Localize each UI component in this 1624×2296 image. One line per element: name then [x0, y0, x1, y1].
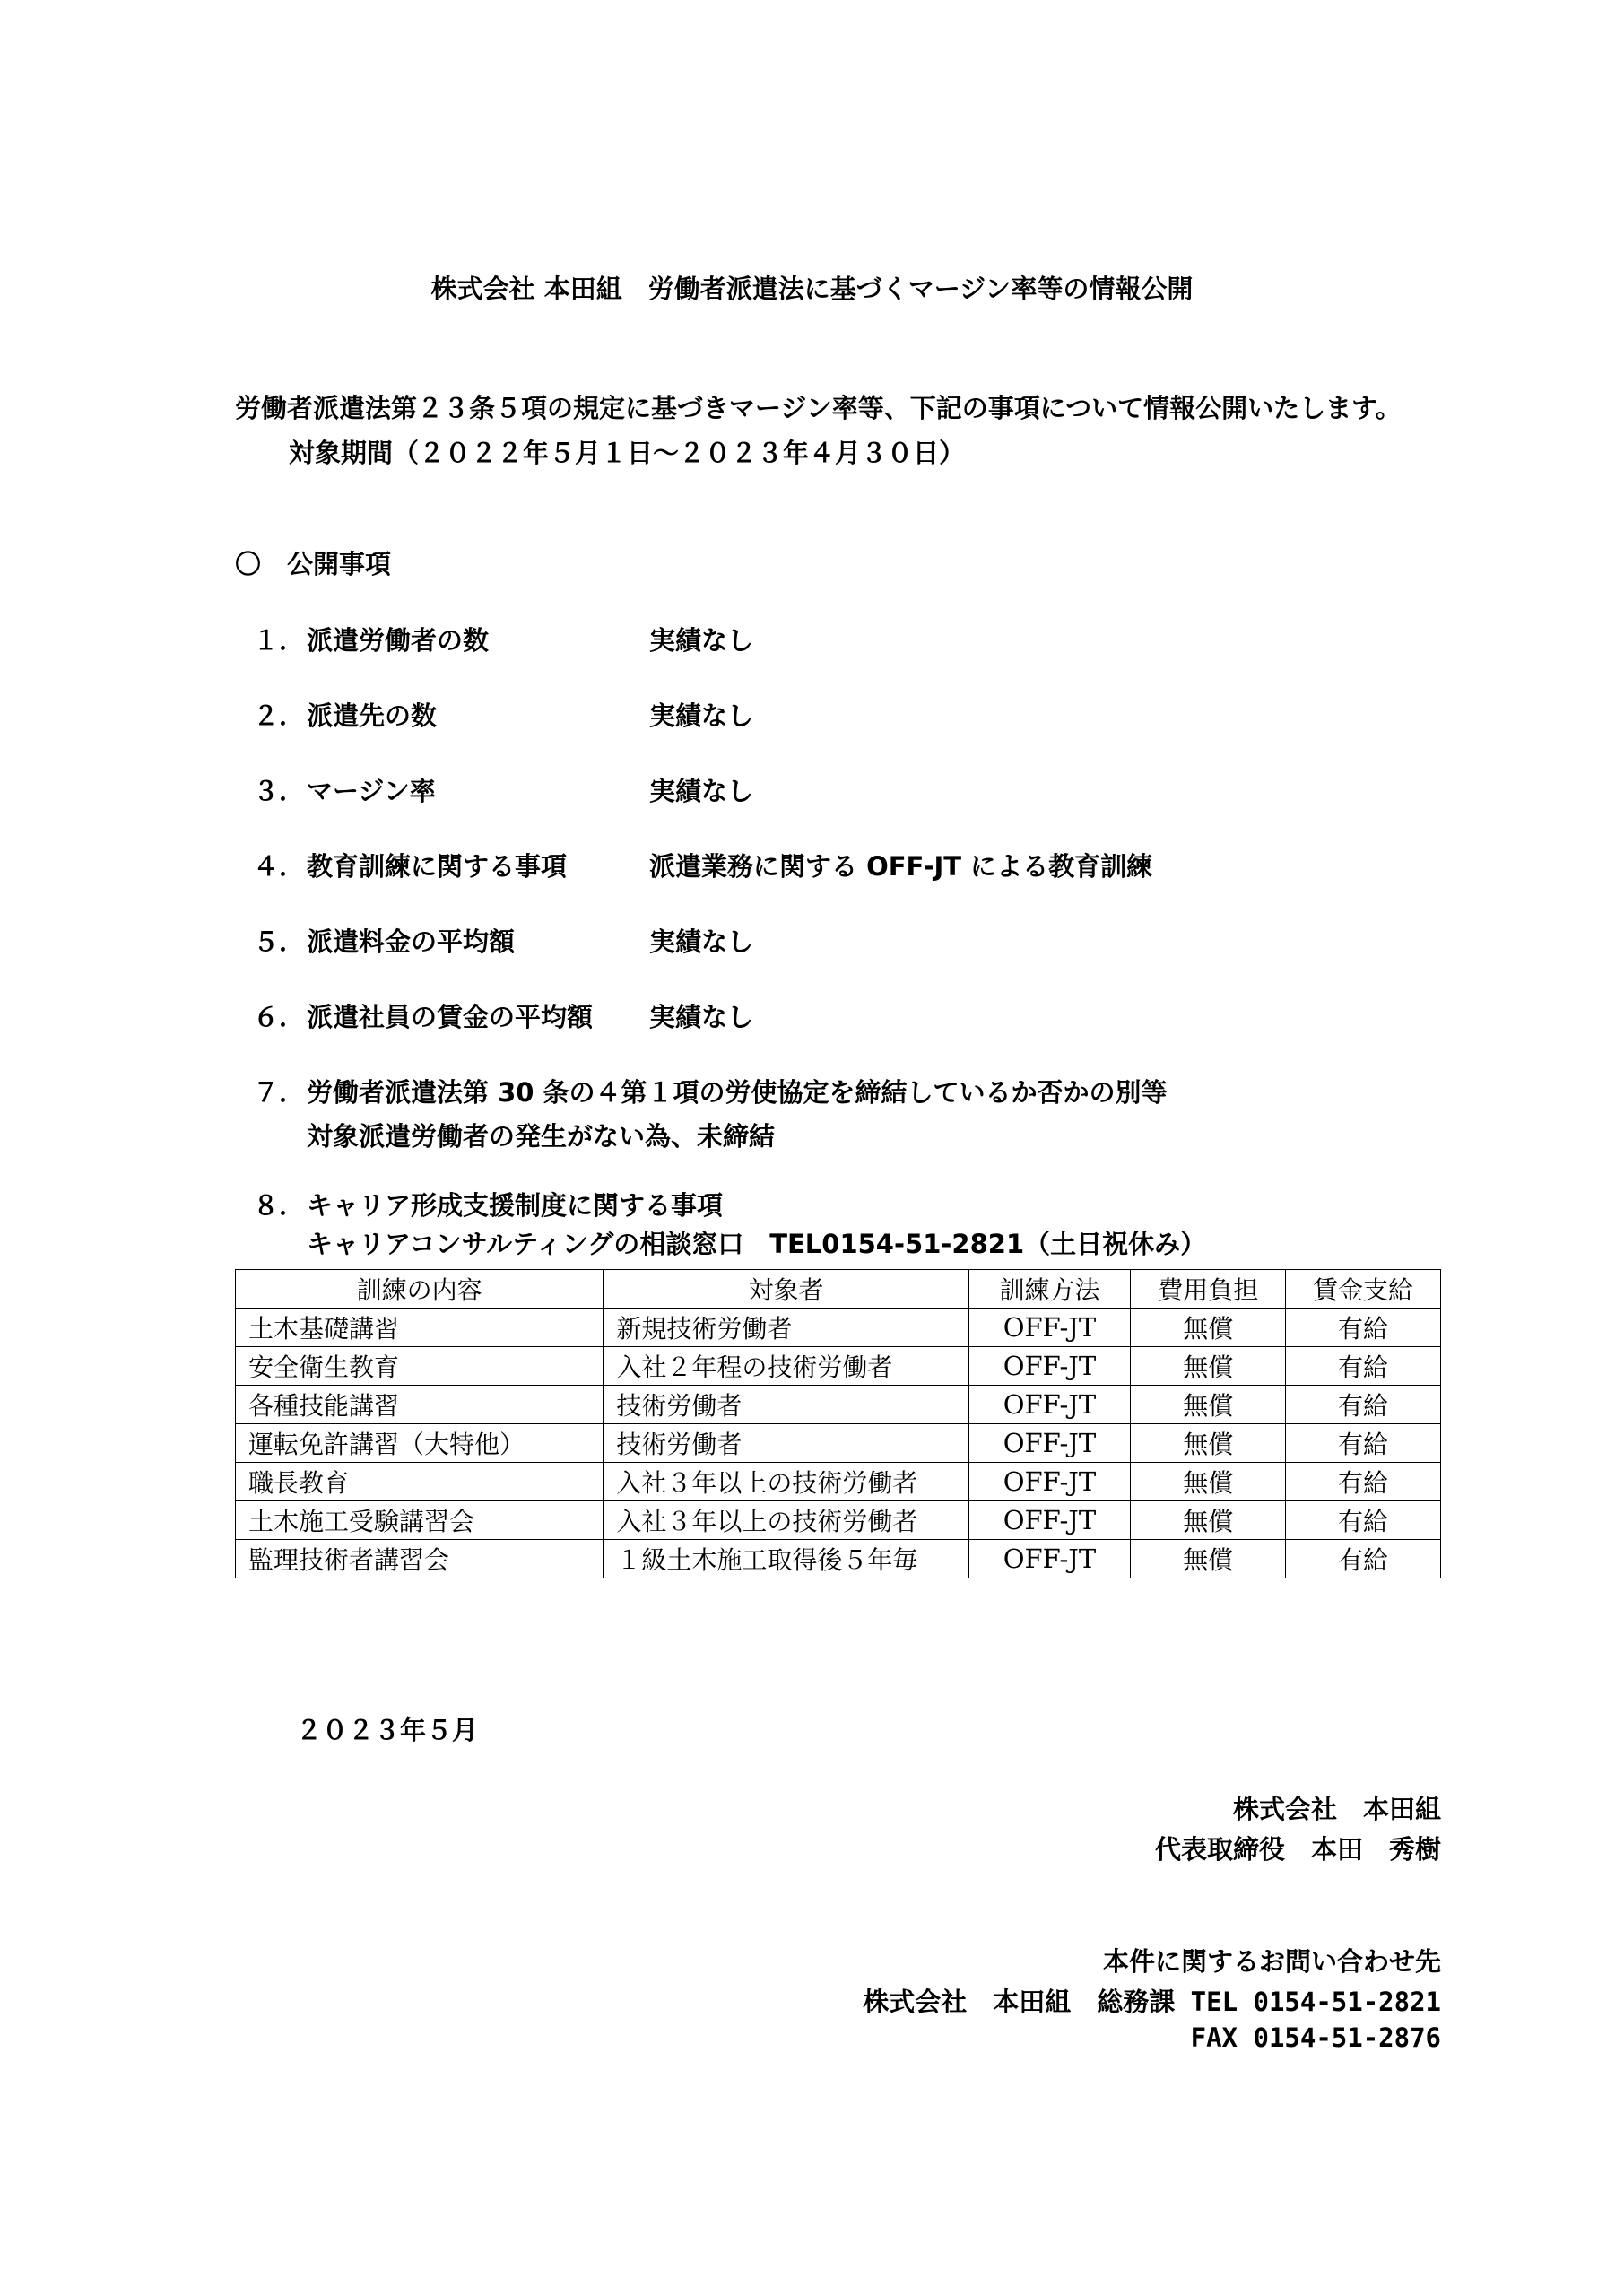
table-header-row	[236, 1270, 1441, 1309]
item-number: ３．	[253, 776, 306, 806]
item-value: 実績なし	[649, 700, 754, 731]
list-item	[253, 771, 753, 808]
section-heading: 〇 公開事項	[235, 549, 392, 579]
item-number: １．	[253, 625, 306, 656]
table-row	[236, 1463, 1441, 1501]
table-row	[236, 1309, 1441, 1347]
column-header: 訓練の内容	[236, 1270, 604, 1309]
table-cell: 土木施工受験講習会	[236, 1501, 604, 1540]
training-table	[235, 1269, 1441, 1578]
table-cell: １級土木施工取得後５年毎	[604, 1540, 968, 1578]
contact-heading: 本件に関するお問い合わせ先	[1102, 1946, 1441, 1977]
item-sub-text: 対象派遣労働者の発生がない為、未締結	[307, 1121, 776, 1152]
table-cell: 有給	[1286, 1309, 1441, 1347]
column-header: 訓練方法	[968, 1270, 1131, 1309]
intro-paragraph	[235, 386, 1441, 475]
table-cell: OFF-JT	[968, 1424, 1131, 1463]
table-cell: OFF-JT	[968, 1386, 1131, 1424]
table-cell: OFF-JT	[968, 1309, 1131, 1347]
item-label: 派遣料金の平均額	[307, 926, 516, 957]
table-cell: 無償	[1131, 1463, 1286, 1501]
signature-representative: 代表取締役 本田 秀樹	[1154, 1834, 1441, 1865]
column-header: 対象者	[604, 1270, 968, 1309]
table-cell: 無償	[1131, 1501, 1286, 1540]
table-cell: 無償	[1131, 1309, 1286, 1347]
table-row	[236, 1540, 1441, 1578]
table-cell: OFF-JT	[968, 1347, 1131, 1386]
table-cell: 各種技能講習	[236, 1386, 604, 1424]
signature-company: 株式会社 本田組	[1232, 1794, 1441, 1824]
item-value: 実績なし	[649, 1002, 754, 1032]
table-cell: 無償	[1131, 1347, 1286, 1386]
table-cell: OFF-JT	[968, 1540, 1131, 1578]
column-header: 費用負担	[1131, 1270, 1286, 1309]
target-period: 対象期間（２０２２年５月１日～２０２３年４月３０日）	[289, 438, 966, 468]
item-label: マージン率	[307, 776, 436, 806]
table-row	[236, 1347, 1441, 1386]
item-label: 労働者派遣法第 30 条の４第１項の労使協定を締結しているか否かの別等	[307, 1077, 1168, 1108]
list-item-labor-agreement	[253, 1073, 1168, 1153]
table-row	[236, 1386, 1441, 1424]
table-cell: 技術労働者	[604, 1424, 968, 1463]
intro-text: 労働者派遣法第２３条５項の規定に基づきマージン率等、下記の事項について情報公開いたします。	[235, 393, 1402, 423]
table-cell: 土木基礎講習	[236, 1309, 604, 1347]
list-item	[253, 922, 753, 959]
table-cell: 入社２年程の技術労働者	[604, 1347, 968, 1386]
column-header: 賃金支給	[1286, 1270, 1441, 1309]
item-number: ５．	[253, 926, 306, 957]
item-label: 教育訓練に関する事項	[307, 851, 568, 882]
table-cell: 有給	[1286, 1463, 1441, 1501]
table-cell: 無償	[1131, 1540, 1286, 1578]
item-label: キャリア形成支援制度に関する事項	[307, 1190, 724, 1221]
table-cell: 有給	[1286, 1424, 1441, 1463]
table-cell: 安全衛生教育	[236, 1347, 604, 1386]
item-number: ７．	[253, 1077, 306, 1108]
document-title: 株式会社 本田組 労働者派遣法に基づくマージン率等の情報公開	[430, 274, 1194, 304]
table-cell: 有給	[1286, 1386, 1441, 1424]
item-value: 派遣業務に関する OFF-JT による教育訓練	[649, 851, 1153, 882]
item-number: ６．	[253, 1002, 306, 1032]
contact-department-tel: 株式会社 本田組 総務課 TEL 0154-51-2821	[863, 1987, 1441, 2017]
table-cell: 有給	[1286, 1347, 1441, 1386]
list-item-career-support	[253, 1186, 1206, 1261]
table-cell: 入社３年以上の技術労働者	[604, 1501, 968, 1540]
table-cell: 無償	[1131, 1424, 1286, 1463]
item-value: 実績なし	[649, 926, 754, 957]
table-cell: OFF-JT	[968, 1463, 1131, 1501]
table-cell: 有給	[1286, 1501, 1441, 1540]
item-value: 実績なし	[649, 776, 754, 806]
list-item	[253, 696, 753, 733]
item-value: 実績なし	[649, 625, 754, 656]
table-cell: 監理技術者講習会	[236, 1540, 604, 1578]
item-label: 派遣労働者の数	[307, 625, 490, 656]
consultation-contact: キャリアコンサルティングの相談窓口 TEL0154-51-2821（土日祝休み）	[307, 1229, 1207, 1259]
item-number: ４．	[253, 851, 306, 882]
table-row	[236, 1501, 1441, 1540]
table-cell: 技術労働者	[604, 1386, 968, 1424]
table-cell: 入社３年以上の技術労働者	[604, 1463, 968, 1501]
item-number: ２．	[253, 700, 306, 731]
table-cell: 新規技術労働者	[604, 1309, 968, 1347]
table-cell: 有給	[1286, 1540, 1441, 1578]
contact-fax: FAX 0154-51-2876	[1190, 2022, 1441, 2053]
table-row	[236, 1424, 1441, 1463]
item-label: 派遣社員の賃金の平均額	[307, 1002, 594, 1032]
item-label: 派遣先の数	[307, 700, 438, 731]
issue-date: ２０２３年５月	[296, 1715, 479, 1745]
table-cell: OFF-JT	[968, 1501, 1131, 1540]
list-item	[253, 621, 753, 657]
item-number: ８．	[253, 1190, 306, 1221]
table-cell: 無償	[1131, 1386, 1286, 1424]
list-item	[253, 997, 753, 1034]
table-cell: 職長教育	[236, 1463, 604, 1501]
table-cell: 運転免許講習（大特他）	[236, 1424, 604, 1463]
list-item	[253, 847, 1152, 883]
